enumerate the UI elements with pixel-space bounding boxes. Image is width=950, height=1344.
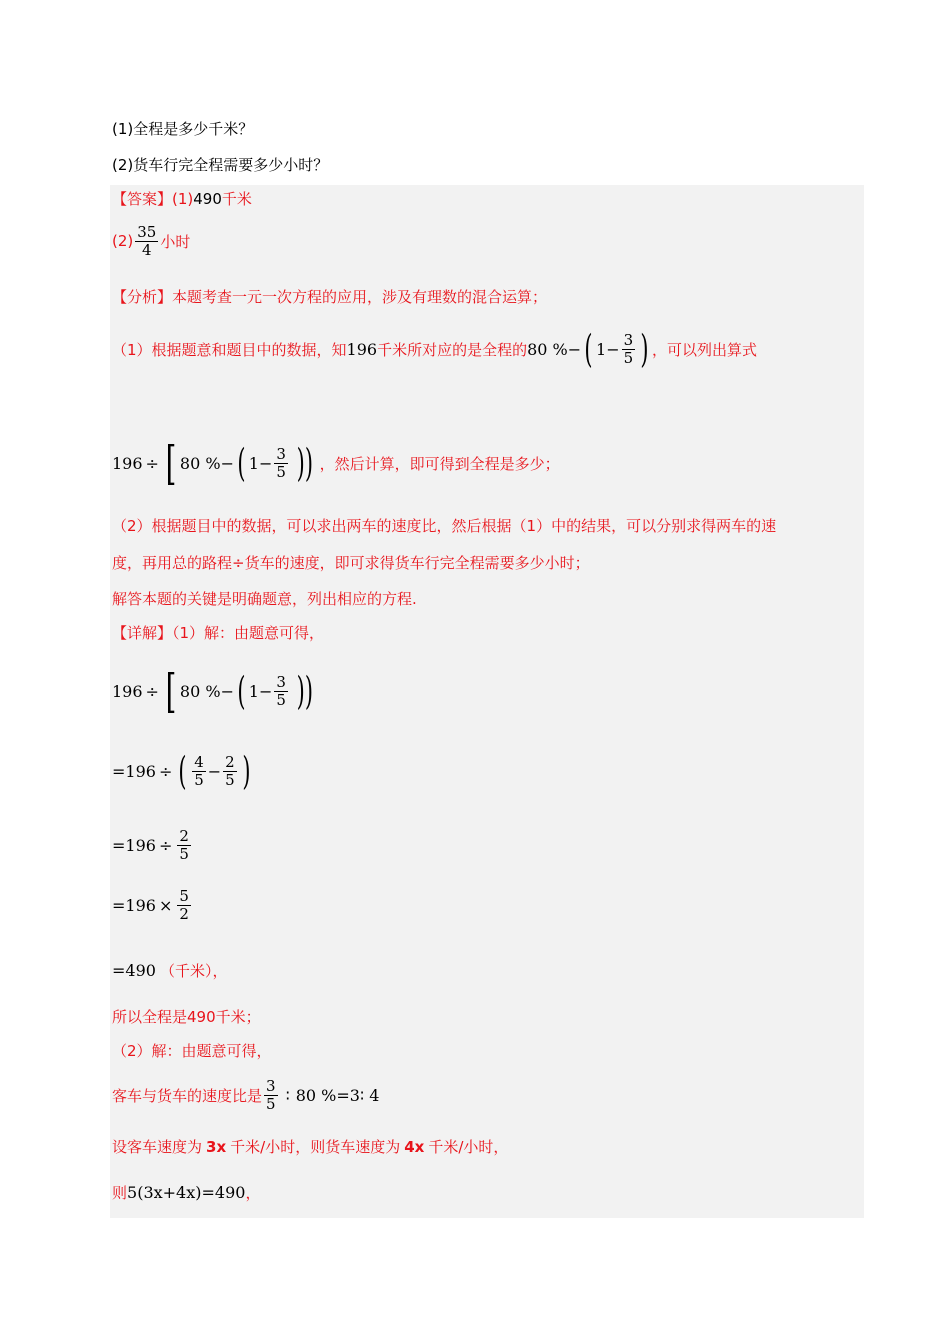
math-minus: −: [258, 453, 273, 473]
math-minus: −: [567, 339, 582, 359]
math-times: ×: [158, 895, 173, 915]
analysis-p2-line2: 度，再用总的路程÷货车的速度，即可求得货车行完全程需要多少小时；: [112, 554, 590, 572]
answer-2-unit: 小时: [160, 232, 191, 251]
analysis-p1-line2: [112, 436, 560, 490]
math-196: 196: [125, 895, 156, 915]
analysis-intro: [112, 286, 547, 307]
detail-tag: 【详解】: [112, 624, 173, 642]
detail-s1: [112, 622, 324, 643]
math-minus: −: [220, 681, 234, 701]
speed-a: 设客车速度为: [112, 1138, 203, 1156]
math-eq: =: [112, 961, 126, 980]
detail-step-2: [112, 749, 254, 793]
math-div: ÷: [158, 761, 173, 781]
speed-e: 千米/小时，: [428, 1138, 509, 1156]
math-eq: =: [112, 761, 126, 781]
math-one: 1: [248, 681, 259, 701]
conclusion-1-a: 所以全程是: [112, 1008, 188, 1026]
math-490: 490: [125, 961, 156, 980]
paren-close: ): [242, 749, 251, 793]
detail-speed: [112, 1136, 508, 1157]
math-one: 1: [596, 339, 607, 359]
paren-open: (: [237, 441, 246, 485]
answer-1-prefix: (1): [172, 190, 194, 208]
analysis-p1-num: 196: [346, 339, 378, 359]
math-eq: =: [112, 835, 126, 855]
math-196: 196: [125, 835, 156, 855]
answer-line-2: [112, 224, 190, 258]
math-pct80: 80 %: [527, 339, 568, 359]
detail-step-3: [112, 828, 193, 862]
answer-2-prefix: (2): [112, 232, 134, 250]
analysis-intro-text: 本题考查一元一次方程的应用，涉及有理数的混合运算；: [172, 288, 548, 306]
speed-c: 千米/小时，则货车速度为: [230, 1138, 401, 1156]
speed-d: 4x: [404, 1138, 425, 1156]
question-2: (2)货车行完全程需要多少小时？: [112, 156, 329, 174]
fraction-3-5: $\frac{3}{5}$: [276, 445, 286, 481]
conclusion-1-b: 490: [187, 1008, 216, 1026]
analysis-p1-a: （1）根据题意和题目中的数据，知: [112, 340, 347, 359]
math-minus: −: [258, 681, 273, 701]
unit-km: （千米），: [159, 962, 228, 980]
paren-open: (: [178, 749, 187, 793]
analysis-p2-line1: （2）根据题目中的数据，可以求出两车的速度比，然后根据（1）中的结果，可以分别求得两车的速: [112, 517, 777, 535]
math-div: ÷: [145, 453, 159, 473]
fraction-3-5: $\frac{3}{5}$: [266, 1077, 276, 1113]
math-196: 196: [125, 761, 156, 781]
detail-equation: [112, 1182, 260, 1203]
analysis-key: 解答本题的关键是明确题意，列出相应的方程.: [112, 590, 417, 608]
conclusion-1-c: 千米；: [215, 1008, 261, 1026]
answer-1-value: 490: [193, 190, 222, 208]
eq-prefix: 则: [112, 1184, 128, 1202]
fraction-4-5: $\frac{4}{5}$: [194, 753, 204, 789]
bracket-open: [: [165, 436, 177, 490]
paren-open: (: [237, 669, 246, 713]
paren-close: )): [296, 669, 313, 713]
answer-tag: 【答案】: [112, 190, 173, 208]
fraction-3-5: $\frac{3}{5}$: [276, 673, 286, 709]
detail-step-4: [112, 888, 193, 922]
detail-s1-text: （1）解：由题意可得，: [172, 624, 325, 642]
ratio-label: 客车与货车的速度比是: [112, 1086, 263, 1105]
answer-1-unit: 千米: [221, 190, 252, 208]
math-eq: =: [112, 895, 126, 915]
paren-open: (: [584, 327, 593, 371]
speed-b: 3x: [206, 1138, 227, 1156]
math-div: ÷: [145, 681, 159, 701]
detail-conclusion-1: [112, 1006, 261, 1027]
analysis-tag: 【分析】: [112, 288, 173, 306]
math-one: 1: [248, 453, 259, 473]
detail-step-5: [112, 960, 227, 981]
paren-close: )): [296, 441, 313, 485]
detail-s2: （2）解：由题意可得，: [112, 1042, 272, 1060]
analysis-p1-line1: [112, 327, 757, 371]
math-colon: ∶: [285, 1085, 290, 1105]
math-div: ÷: [158, 835, 173, 855]
bracket-open: [: [165, 664, 177, 718]
math-ratio-result: =3∶ 4: [336, 1085, 380, 1105]
detail-ratio: [112, 1078, 379, 1112]
detail-step-1: [112, 664, 320, 718]
paren-close: ): [640, 327, 649, 371]
answer-2-fraction: $\frac{35}{4}$: [137, 223, 157, 259]
math-pct80: 80 %: [179, 453, 221, 473]
math-minus: −: [207, 761, 222, 781]
analysis-p1-c: ，可以列出算式: [651, 340, 757, 359]
math-196: 196: [112, 453, 143, 473]
math-pct80: 80 %: [295, 1085, 337, 1105]
fraction-2-5: $\frac{2}{5}$: [179, 827, 189, 863]
eq-body: 5(3x+4x)=490: [127, 1183, 246, 1202]
math-minus: −: [606, 339, 620, 359]
math-pct80: 80 %: [179, 681, 221, 701]
fraction-3-5: $\frac{3}{5}$: [623, 331, 634, 367]
fraction-5-2: $\frac{5}{2}$: [179, 887, 189, 923]
analysis-p1-d: ，然后计算，即可得到全程是多少；: [319, 454, 560, 473]
math-minus: −: [220, 453, 234, 473]
answer-line-1: [112, 188, 252, 209]
fraction-2-5: $\frac{2}{5}$: [225, 753, 235, 789]
analysis-p1-b: 千米所对应的是全程的: [377, 340, 528, 359]
math-196: 196: [112, 681, 143, 701]
question-1: (1)全程是多少千米？: [112, 120, 254, 138]
eq-suffix: ，: [245, 1184, 261, 1202]
